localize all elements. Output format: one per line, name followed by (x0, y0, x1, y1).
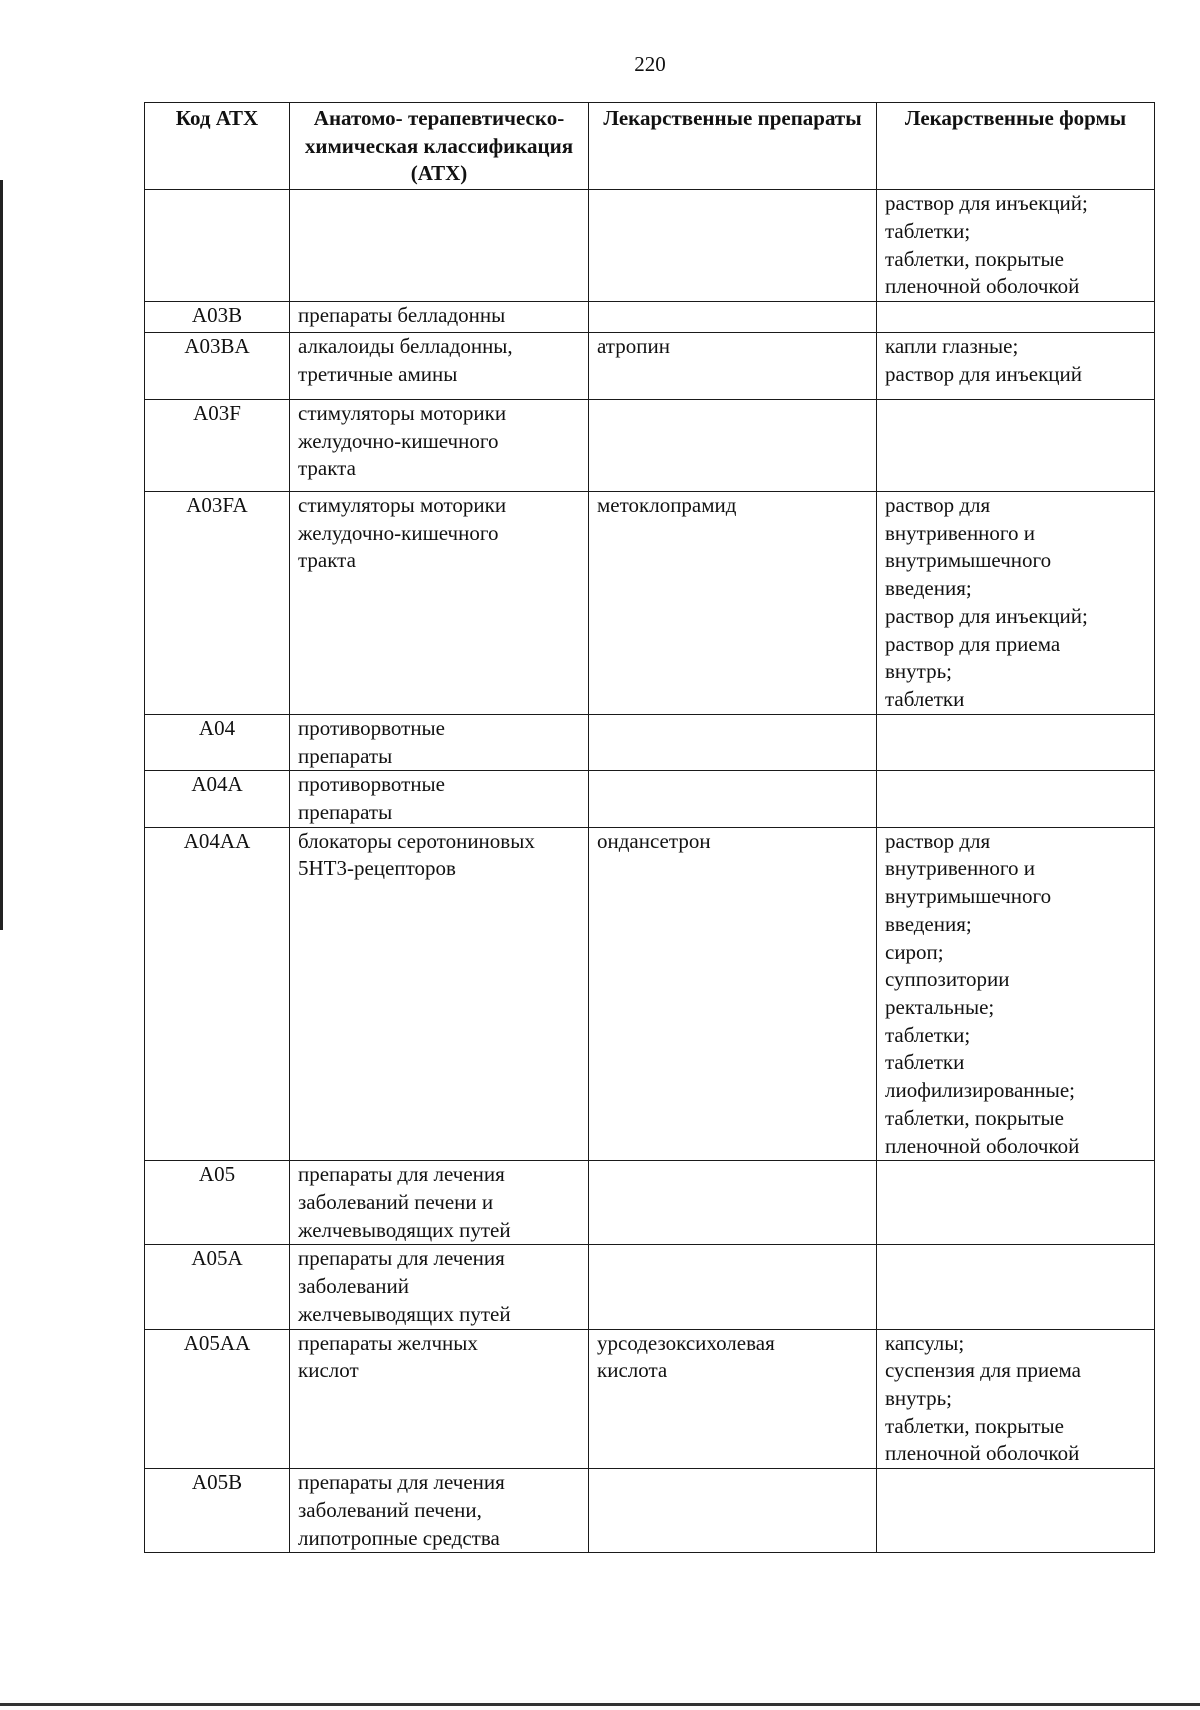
cell-drugs (589, 400, 877, 492)
table-row (145, 771, 1155, 827)
cell-drugs (589, 190, 877, 302)
cell-atc-classification-line: заболеваний (298, 1274, 409, 1299)
cell-atc-classification-line: противорвотные (298, 715, 445, 740)
cell-atc-classification-line: стимуляторы моторики (298, 401, 507, 426)
cell-atc-classification (290, 1161, 589, 1245)
table-row (145, 1161, 1155, 1245)
cell-dosage-forms (877, 333, 1155, 400)
header-dosage-forms (877, 103, 1155, 190)
cell-atc-classification-line: желудочно-кишечного (298, 520, 499, 545)
table-row (145, 190, 1155, 302)
cell-atc-code: A05A (145, 1245, 290, 1329)
cell-atc-code: A03B (145, 302, 290, 333)
header-drugs (589, 103, 877, 190)
cell-dosage-forms-line: пленочной оболочкой (885, 1441, 1080, 1466)
cell-drugs (589, 827, 877, 1161)
cell-drugs (589, 333, 877, 400)
cell-atc-classification-line: заболеваний печени, (298, 1497, 482, 1522)
cell-atc-code: A04A (145, 771, 290, 827)
cell-atc-classification-line: препараты для лечения (298, 1246, 505, 1271)
cell-atc-classification-line: желчевыводящих путей (298, 1217, 511, 1242)
table-row (145, 400, 1155, 492)
cell-atc-classification-line: препараты (298, 799, 393, 824)
cell-atc-classification-line: третичные амины (298, 361, 458, 386)
cell-drugs (589, 492, 877, 715)
cell-atc-code: A03FA (145, 492, 290, 715)
header-line: формы (1059, 106, 1127, 130)
cell-dosage-forms (877, 190, 1155, 302)
table-row (145, 714, 1155, 770)
cell-atc-code: A03F (145, 400, 290, 492)
cell-drugs (589, 1469, 877, 1553)
cell-dosage-forms (877, 1469, 1155, 1553)
cell-drugs-line: кислота (597, 1358, 668, 1383)
cell-dosage-forms-line: раствор для (885, 828, 991, 853)
cell-dosage-forms-line: суспензия для приема (885, 1358, 1081, 1383)
cell-dosage-forms-line: раствор для приема (885, 631, 1061, 656)
cell-dosage-forms-line: внутрь; (885, 659, 952, 684)
cell-atc-classification-line: алкалоиды белладонны, (298, 334, 513, 359)
cell-atc-classification-line: препараты для лечения (298, 1470, 505, 1495)
cell-atc-classification-line: желчевыводящих путей (298, 1301, 511, 1326)
cell-dosage-forms-line: раствор для (885, 493, 991, 518)
cell-dosage-forms (877, 1245, 1155, 1329)
cell-atc-classification (290, 1245, 589, 1329)
cell-dosage-forms (877, 1161, 1155, 1245)
cell-atc-code: A05 (145, 1161, 290, 1245)
cell-dosage-forms-line: раствор для инъекций; (885, 603, 1088, 628)
table-row (145, 827, 1155, 1161)
cell-dosage-forms-line: сироп; (885, 939, 944, 964)
table-row (145, 333, 1155, 400)
cell-dosage-forms-line: раствор для инъекций (885, 361, 1082, 386)
cell-dosage-forms-line: таблетки, покрытые (885, 1105, 1064, 1130)
cell-atc-classification (290, 400, 589, 492)
cell-atc-classification-line: препараты (298, 743, 393, 768)
cell-dosage-forms-line: введения; (885, 911, 972, 936)
cell-dosage-forms-line: таблетки, покрытые (885, 1413, 1064, 1438)
cell-dosage-forms-line: лиофилизированные; (885, 1078, 1076, 1103)
cell-atc-classification (290, 190, 589, 302)
cell-dosage-forms-line: раствор для инъекций; (885, 191, 1088, 216)
cell-atc-classification-line: тракта (298, 456, 356, 481)
cell-atc-classification (290, 333, 589, 400)
cell-dosage-forms-line: таблетки (885, 687, 965, 712)
cell-atc-classification (290, 1329, 589, 1469)
cell-dosage-forms-line: внутрь; (885, 1386, 952, 1411)
cell-dosage-forms-line: таблетки (885, 1050, 965, 1075)
cell-atc-classification-line: заболеваний печени и (298, 1190, 494, 1214)
cell-dosage-forms-line: введения; (885, 576, 972, 601)
cell-atc-classification (290, 302, 589, 333)
cell-dosage-forms (877, 302, 1155, 333)
header-line: Код АТХ (175, 106, 259, 130)
cell-drugs (589, 714, 877, 770)
cell-atc-classification-line: блокаторы серотониновых (298, 828, 535, 853)
header-atc-classification (290, 103, 589, 190)
header-atc-code (145, 103, 290, 190)
cell-atc-classification-line: 5HT3-рецепторов (298, 856, 456, 881)
header-line: препараты (757, 106, 862, 130)
table-row (145, 1329, 1155, 1469)
cell-atc-classification-line: кислот (298, 1358, 359, 1383)
cell-atc-classification (290, 714, 589, 770)
cell-dosage-forms-line: пленочной оболочкой (885, 1133, 1080, 1158)
cell-drugs-line: атропин (597, 334, 670, 359)
cell-dosage-forms-line: внутримышечного (885, 548, 1052, 573)
cell-atc-classification-line: тракта (298, 548, 356, 573)
cell-atc-code: A04AA (145, 827, 290, 1161)
cell-dosage-forms (877, 771, 1155, 827)
header-line: Лекарственные (904, 106, 1054, 130)
cell-drugs (589, 302, 877, 333)
table-row (145, 302, 1155, 333)
header-line: Лекарственные (603, 106, 753, 130)
cell-dosage-forms-line: ректальные; (885, 994, 995, 1019)
cell-dosage-forms-line: таблетки; (885, 1022, 971, 1047)
table-row (145, 492, 1155, 715)
cell-dosage-forms (877, 827, 1155, 1161)
cell-atc-code: A03BA (145, 333, 290, 400)
cell-dosage-forms-line: таблетки, покрытые (885, 246, 1064, 271)
cell-drugs (589, 771, 877, 827)
header-line: классификация (АТХ) (410, 133, 574, 186)
cell-atc-classification-line: препараты белладонны (298, 303, 506, 328)
cell-atc-classification-line: стимуляторы моторики (298, 493, 507, 518)
cell-atc-code (145, 190, 290, 302)
header-line: Анатомо- (313, 106, 403, 130)
table-row (145, 1245, 1155, 1329)
cell-drugs-line: урсодезоксихолевая (597, 1330, 775, 1355)
cell-atc-classification-line: желудочно-кишечного (298, 428, 499, 453)
table-header (145, 103, 1155, 190)
cell-dosage-forms-line: внутривенного и (885, 520, 1035, 545)
scan-bottom-rule (0, 1703, 1200, 1706)
cell-dosage-forms-line: капсулы; (885, 1330, 965, 1355)
cell-dosage-forms-line: внутримышечного (885, 884, 1052, 909)
cell-drugs (589, 1329, 877, 1469)
cell-atc-classification (290, 492, 589, 715)
cell-atc-classification (290, 771, 589, 827)
cell-dosage-forms-line: таблетки; (885, 218, 971, 243)
cell-dosage-forms (877, 400, 1155, 492)
cell-atc-code: A04 (145, 714, 290, 770)
header-line: терапевтическо- (407, 106, 565, 130)
cell-dosage-forms-line: внутривенного и (885, 856, 1035, 881)
atc-drug-table (144, 102, 1155, 1553)
cell-dosage-forms-line: капли глазные; (885, 334, 1019, 359)
cell-atc-code: A05AA (145, 1329, 290, 1469)
cell-dosage-forms-line: пленочной оболочкой (885, 274, 1080, 299)
table-body (145, 190, 1155, 1553)
scan-edge-mark (0, 180, 3, 930)
cell-drugs-line: ондансетрон (597, 828, 711, 853)
page-number: 220 (634, 52, 666, 76)
cell-atc-code: A05B (145, 1469, 290, 1553)
header-line: химическая (304, 133, 419, 158)
table-row (145, 1469, 1155, 1553)
cell-drugs-line: метоклопрамид (597, 493, 737, 518)
cell-dosage-forms (877, 492, 1155, 715)
cell-dosage-forms (877, 1329, 1155, 1469)
cell-atc-classification-line: противорвотные (298, 772, 445, 797)
cell-dosage-forms (877, 714, 1155, 770)
cell-drugs (589, 1245, 877, 1329)
cell-atc-classification (290, 827, 589, 1161)
header-row (145, 103, 1155, 190)
cell-atc-classification (290, 1469, 589, 1553)
cell-dosage-forms-line: суппозитории (885, 967, 1010, 992)
cell-drugs (589, 1161, 877, 1245)
cell-atc-classification-line: препараты для лечения (298, 1162, 505, 1187)
cell-atc-classification-line: липотропные средства (298, 1525, 500, 1550)
cell-atc-classification-line: препараты желчных (298, 1330, 478, 1355)
